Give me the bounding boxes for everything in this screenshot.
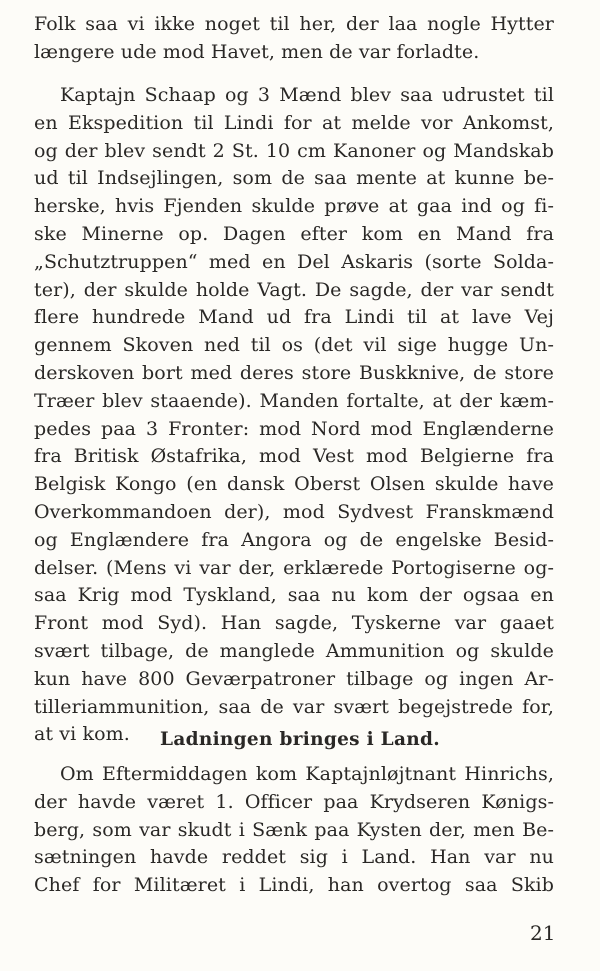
text-line: en Ekspedition til Lindi for at melde vor Ankomst, <box>34 111 554 134</box>
text-line: Belgisk Kongo (en dansk Oberst Olsen skulde have <box>34 473 554 496</box>
paragraph-continuation <box>34 11 554 67</box>
text-line: der havde været 1. Officer paa Krydseren Kønigs- <box>34 790 554 813</box>
text-line: berg, som var skudt i Sænk paa Kysten der, men Be- <box>34 818 554 841</box>
text-line: delser. (Mens vi var der, erklærede Portogiserne og- <box>34 556 554 579</box>
text-line: Folk saa vi ikke noget til her, der laa nogle Hytter <box>34 13 554 35</box>
section-heading: Ladningen bringes i Land. <box>160 729 440 750</box>
text-line: Træer blev staaende). Manden fortalte, at der kæm- <box>34 389 554 412</box>
text-line: længere ude mod Havet, men de var forladte. <box>34 40 480 63</box>
text-line: og der blev sendt 2 St. 10 cm Kanoner og Mandskab <box>34 139 554 162</box>
page-number: 21 <box>530 921 556 945</box>
text-line: herske, hvis Fjenden skulde prøve at gaa ind og fi- <box>34 195 554 218</box>
text-line: ske Minerne op. Dagen efter kom en Mand fra <box>34 222 554 245</box>
text-line: kun have 800 Geværpatroner tilbage og ingen Ar- <box>34 667 554 690</box>
text-line: ter), der skulde holde Vagt. De sagde, der var sendt <box>34 278 554 301</box>
text-line: ud til Indsejlingen, som de saa mente at kunne be- <box>34 167 554 190</box>
text-line: Om Eftermiddagen kom Kaptajnløjtnant Hinrichs, <box>60 763 554 785</box>
text-line: gennem Skoven ned til os (det vil sige hugge Un- <box>34 334 554 357</box>
text-line: og Englændere fra Angora og de engelske Besid- <box>34 528 554 551</box>
text-line: Kaptajn Schaap og 3 Mænd blev saa udrustet til <box>60 84 554 106</box>
text-line: „Schutztruppen“ med en Del Askaris (sorte Solda- <box>34 250 554 273</box>
text-line: Overkommandoen der), mod Sydvest Franskmænd <box>34 500 554 523</box>
text-line: svært tilbage, de manglede Ammunition og skulde <box>34 639 554 662</box>
text-line: sætningen havde reddet sig i Land. Han var nu <box>34 846 554 869</box>
paragraph-expedition <box>34 82 554 749</box>
text-line: flere hundrede Mand ud fra Lindi til at lave Vej <box>34 306 554 329</box>
text-line: derskoven bort med deres store Buskknive, de store <box>34 361 554 384</box>
text-line: saa Krig mod Tyskland, saa nu kom der ogsaa en <box>34 584 554 607</box>
text-line: pedes paa 3 Fronter: mod Nord mod Englænderne <box>34 417 554 440</box>
text-line: Chef for Militæret i Lindi, han overtog saa Skib <box>34 874 554 897</box>
text-line: at vi kom. <box>34 723 130 746</box>
paragraph-hinrichs <box>34 761 554 900</box>
text-line: Front mod Syd). Han sagde, Tyskerne var gaaet <box>34 612 554 635</box>
text-line: tilleriammunition, saa de var svært begejstrede for, <box>34 695 554 718</box>
text-line: fra Britisk Østafrika, mod Vest mod Belgierne fra <box>34 445 554 468</box>
